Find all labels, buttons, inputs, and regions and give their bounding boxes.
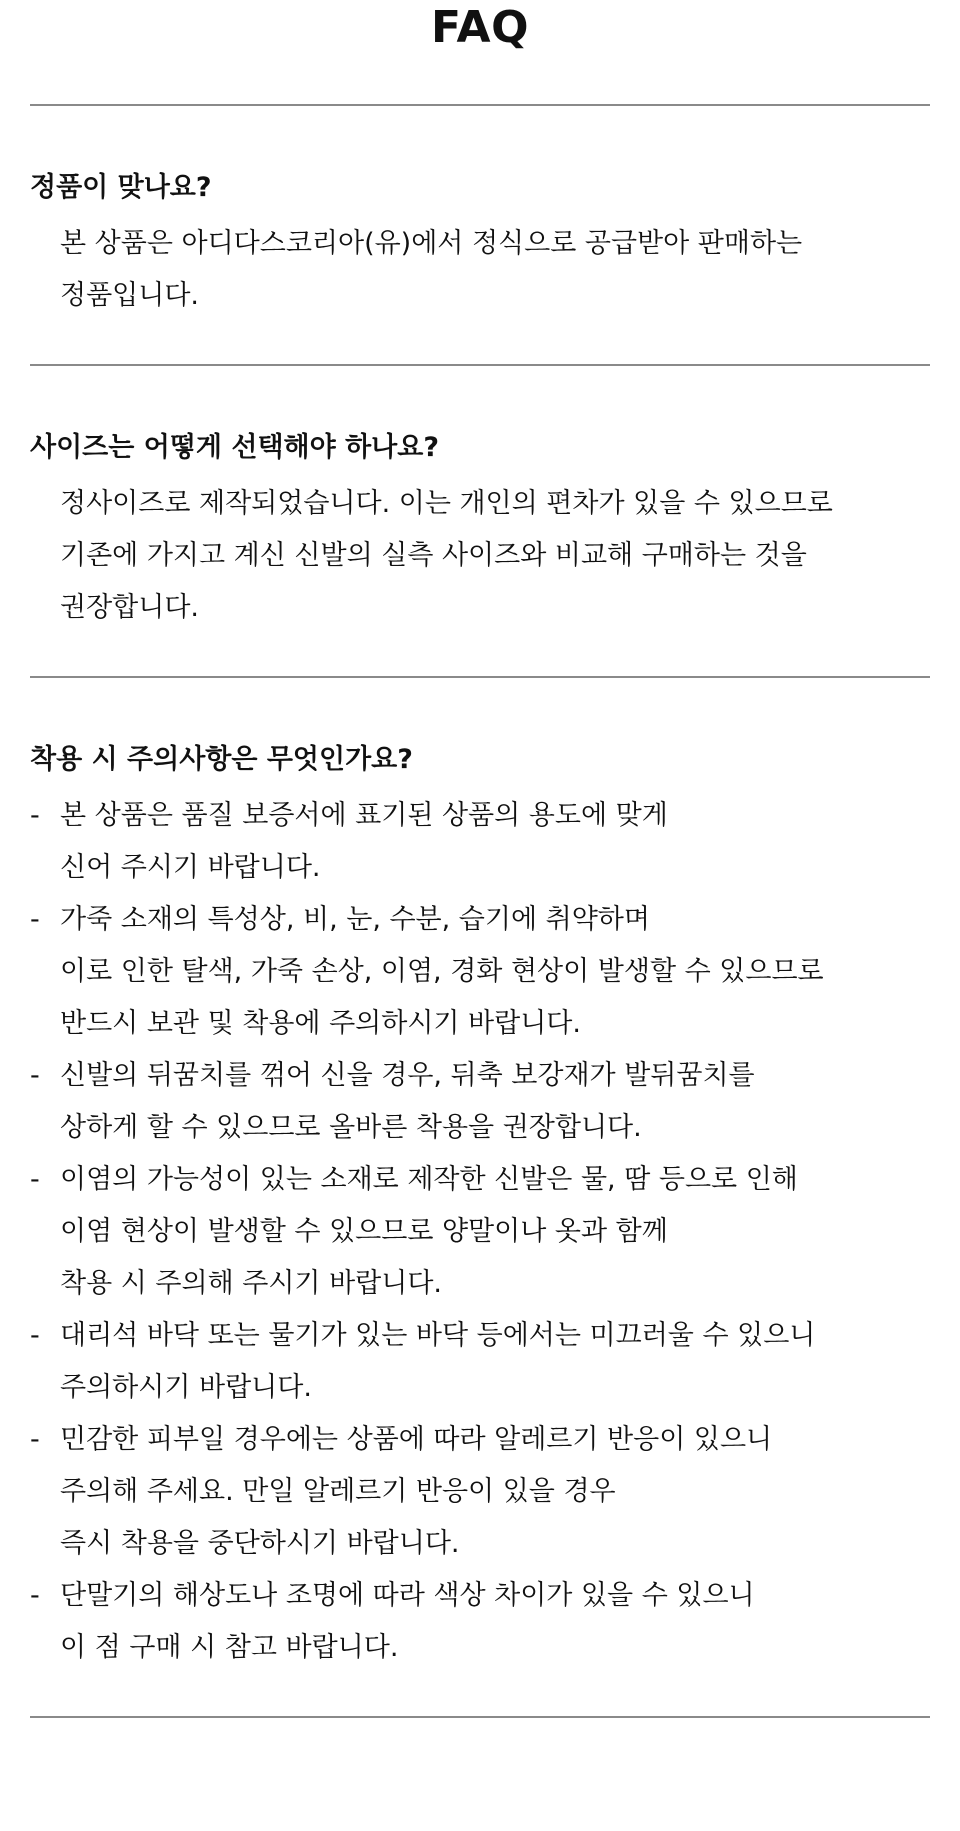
faq-item-authenticity	[30, 106, 930, 364]
bullet-dash: -	[30, 1060, 40, 1091]
caution-line: 즉시 착용을 중단하시기 바랍니다.	[60, 1528, 460, 1559]
caution-line: 대리석 바닥 또는 물기가 있는 바닥 등에서는 미끄러울 수 있으니	[60, 1320, 816, 1351]
caution-line: 이염 현상이 발생할 수 있으므로 양말이나 옷과 함께	[60, 1216, 668, 1247]
faq-answer	[30, 478, 930, 634]
faq-question: 사이즈는 어떻게 선택해야 하나요?	[30, 432, 440, 463]
faq-question: 착용 시 주의사항은 무엇인가요?	[30, 744, 413, 775]
caution-line: 상하게 할 수 있으므로 올바른 착용을 권장합니다.	[60, 1112, 642, 1143]
caution-line: 착용 시 주의해 주시기 바랍니다.	[60, 1268, 442, 1299]
caution-line: 주의해 주세요. 만일 알레르기 반응이 있을 경우	[60, 1476, 616, 1507]
caution-item	[30, 790, 930, 894]
caution-item	[30, 1050, 930, 1154]
caution-item	[30, 1310, 930, 1414]
caution-line: 단말기의 해상도나 조명에 따라 색상 차이가 있을 수 있으니	[60, 1580, 755, 1611]
bullet-dash: -	[30, 904, 40, 935]
bullet-dash: -	[30, 1164, 40, 1195]
caution-item	[30, 1570, 930, 1674]
caution-line: 반드시 보관 및 착용에 주의하시기 바랍니다.	[60, 1008, 581, 1039]
caution-line: 이염의 가능성이 있는 소재로 제작한 신발은 물, 땀 등으로 인해	[60, 1164, 798, 1195]
caution-line: 신발의 뒤꿈치를 꺾어 신을 경우, 뒤축 보강재가 발뒤꿈치를	[60, 1060, 755, 1091]
caution-line: 이 점 구매 시 참고 바랍니다.	[60, 1632, 399, 1663]
caution-list	[30, 790, 930, 1674]
answer-line: 권장합니다.	[60, 592, 199, 623]
faq-item-sizing	[30, 366, 930, 676]
caution-item	[30, 894, 930, 1050]
caution-line: 주의하시기 바랍니다.	[60, 1372, 312, 1403]
caution-line: 가죽 소재의 특성상, 비, 눈, 수분, 습기에 취약하며	[60, 904, 650, 935]
answer-line: 정사이즈로 제작되었습니다. 이는 개인의 편차가 있을 수 있으므로	[60, 488, 833, 519]
answer-line: 기존에 가지고 계신 신발의 실측 사이즈와 비교해 구매하는 것을	[60, 540, 807, 571]
caution-line: 민감한 피부일 경우에는 상품에 따라 알레르기 반응이 있으니	[60, 1424, 773, 1455]
answer-line: 정품입니다.	[60, 280, 199, 311]
caution-item	[30, 1414, 930, 1570]
bullet-dash: -	[30, 1424, 40, 1455]
bullet-dash: -	[30, 1580, 40, 1611]
faq-question: 정품이 맞나요?	[30, 172, 212, 203]
caution-item	[30, 1154, 930, 1310]
page-title: FAQ	[431, 2, 529, 53]
divider	[30, 1716, 930, 1718]
bullet-dash: -	[30, 1320, 40, 1351]
caution-line: 본 상품은 품질 보증서에 표기된 상품의 용도에 맞게	[60, 800, 668, 831]
faq-item-cautions	[30, 678, 930, 1716]
faq-answer	[30, 218, 930, 322]
caution-line: 신어 주시기 바랍니다.	[60, 852, 321, 883]
answer-line: 본 상품은 아디다스코리아(유)에서 정식으로 공급받아 판매하는	[60, 228, 803, 259]
bullet-dash: -	[30, 800, 40, 831]
faq-page	[30, 0, 930, 1718]
caution-line: 이로 인한 탈색, 가죽 손상, 이염, 경화 현상이 발생할 수 있으므로	[60, 956, 824, 987]
